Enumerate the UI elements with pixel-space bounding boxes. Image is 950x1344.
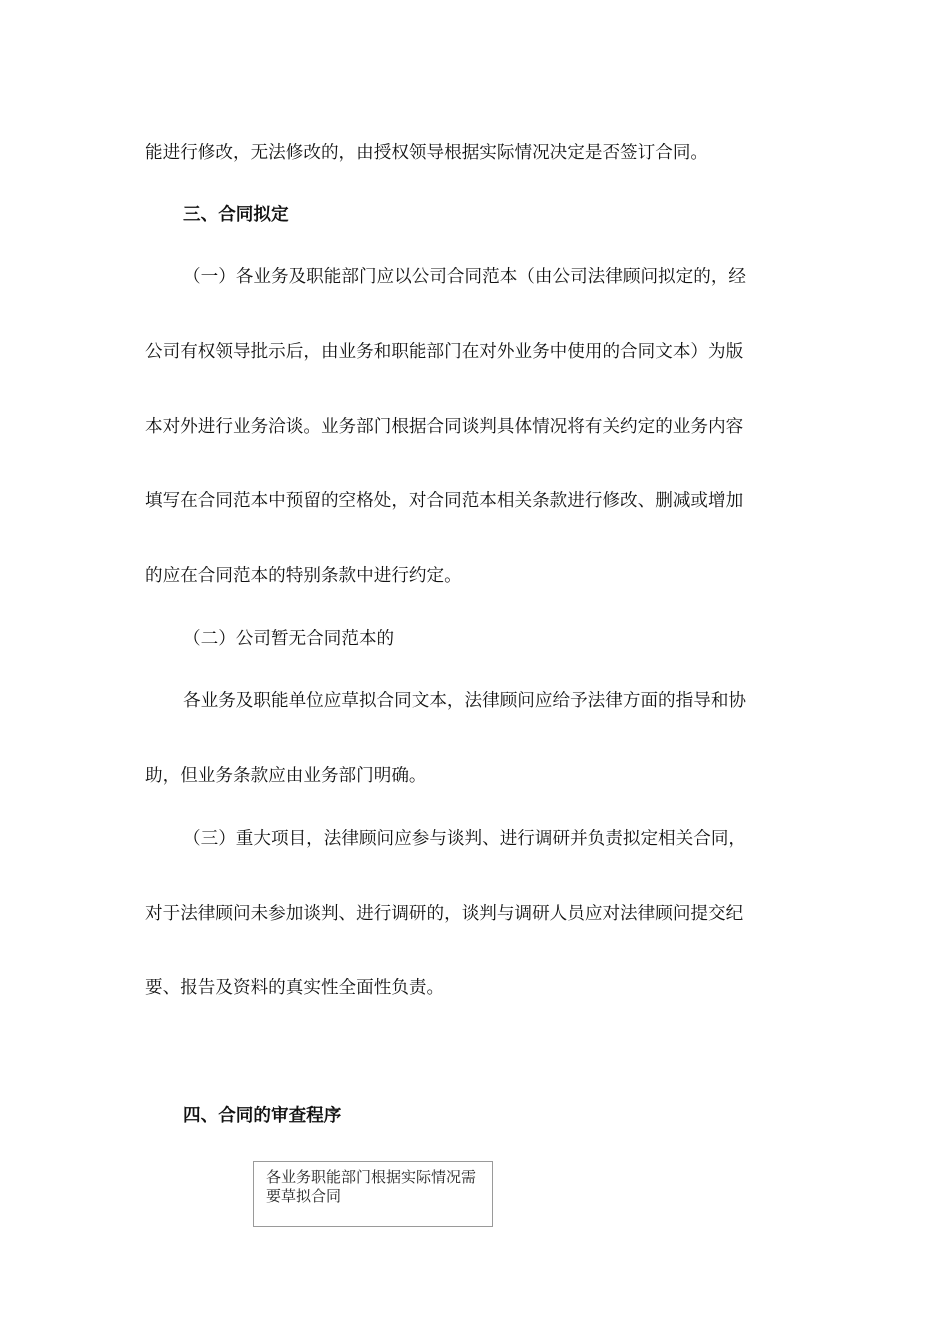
- paragraph-line: 公司有权领导批示后，由业务和职能部门在对外业务中使用的合同文本）为版: [145, 342, 744, 362]
- section-heading-contract-drafting: 三、合同拟定: [183, 205, 289, 225]
- paragraph-line: 能进行修改，无法修改的，由授权领导根据实际情况决定是否签订合同。: [145, 143, 709, 163]
- paragraph-line: （二）公司暂无合同范本的: [183, 629, 395, 649]
- paragraph-line: （三）重大项目，法律顾问应参与谈判、进行调研并负责拟定相关合同，: [183, 829, 747, 849]
- paragraph-line: 各业务及职能单位应草拟合同文本，法律顾问应给予法律方面的指导和协: [183, 691, 747, 711]
- paragraph-line: 本对外进行业务洽谈。业务部门根据合同谈判具体情况将有关约定的业务内容: [145, 417, 744, 437]
- flowchart-box: 各业务职能部门根据实际情况需要草拟合同: [253, 1161, 493, 1227]
- section-heading-review-procedure: 四、合同的审查程序: [183, 1106, 342, 1126]
- paragraph-line: 填写在合同范本中预留的空格处，对合同范本相关条款进行修改、删减或增加: [145, 491, 744, 511]
- paragraph-line: 助，但业务条款应由业务部门明确。: [145, 766, 427, 786]
- paragraph-line: （一）各业务及职能部门应以公司合同范本（由公司法律顾问拟定的，经: [183, 267, 747, 287]
- paragraph-line: 的应在合同范本的特别条款中进行约定。: [145, 566, 462, 586]
- paragraph-line: 要、报告及资料的真实性全面性负责。: [145, 978, 445, 998]
- paragraph-line: 对于法律顾问未参加谈判、进行调研的，谈判与调研人员应对法律顾问提交纪: [145, 904, 744, 924]
